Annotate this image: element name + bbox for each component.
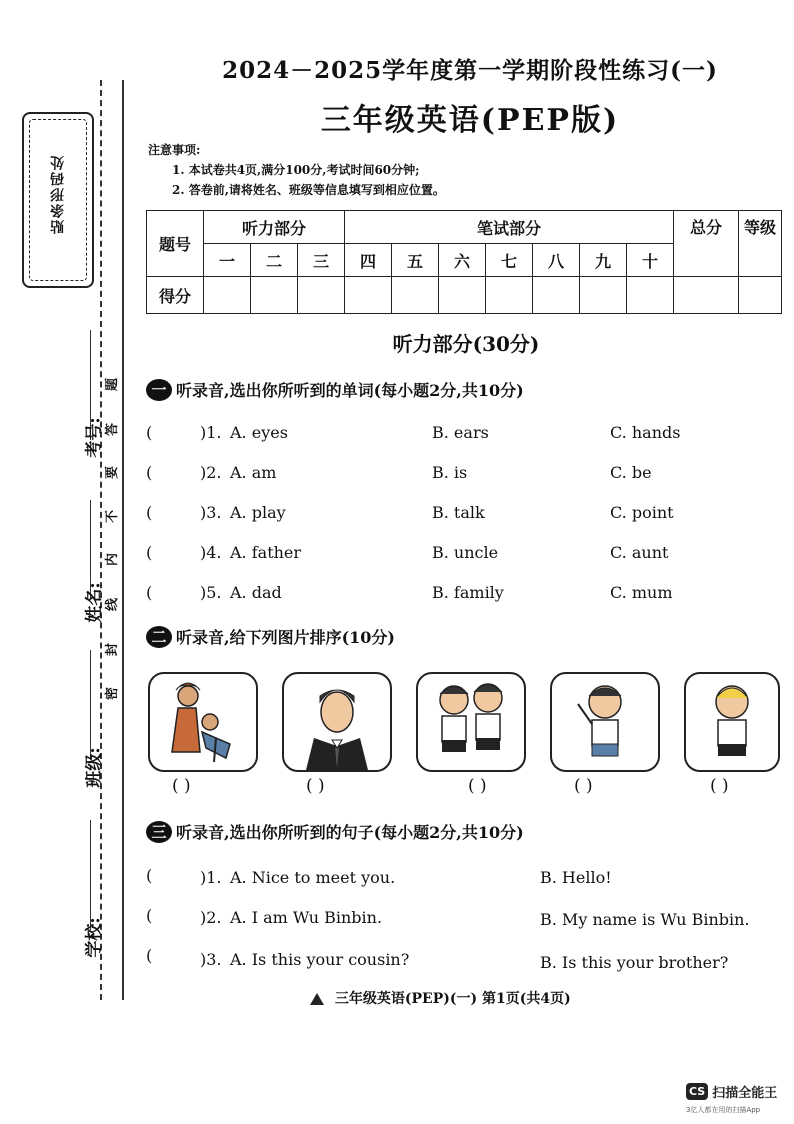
option-b: B. talk	[432, 503, 485, 522]
item-number: )4.	[200, 543, 222, 562]
col-number: 六	[439, 244, 486, 277]
q1-number: 一	[146, 379, 172, 401]
option-a: A. eyes	[230, 423, 288, 442]
score-cell[interactable]	[580, 277, 627, 314]
item-number: )1.	[200, 868, 222, 887]
answer-blank[interactable]: (	[146, 866, 153, 885]
q2-number: 二	[146, 626, 172, 648]
paste-label: 贴条形码处	[50, 154, 66, 234]
footer-text: 三年级英语(PEP)(一) 第1页(共4页)	[334, 991, 571, 1007]
option-c: C. mum	[610, 583, 673, 602]
order-blank[interactable]: ( )	[306, 776, 325, 796]
answer-blank[interactable]: (	[146, 423, 153, 442]
class-label[interactable]: 班级:	[84, 747, 105, 788]
seal-char: 题	[105, 377, 121, 392]
option-b: B. ears	[432, 423, 489, 442]
seal-solid-line	[122, 80, 124, 1000]
option-b: B. family	[432, 583, 504, 602]
answer-blank[interactable]: (	[146, 583, 153, 602]
option-b: B. Is this your brother?	[540, 953, 729, 972]
picture-two-boys	[416, 672, 526, 772]
triangle-icon	[310, 993, 324, 1005]
field-line	[90, 820, 91, 930]
item-number: )2.	[200, 908, 222, 927]
score-cell[interactable]	[204, 277, 251, 314]
score-cell[interactable]	[345, 277, 392, 314]
option-c: C. point	[610, 503, 674, 522]
page-footer	[310, 988, 571, 1008]
option-a: A. Is this your cousin?	[230, 950, 410, 969]
col-number: 八	[533, 244, 580, 277]
score-cell[interactable]	[739, 277, 782, 314]
score-cell[interactable]	[533, 277, 580, 314]
option-a: A. play	[230, 503, 286, 522]
seal-char: 要	[105, 465, 121, 480]
score-cell[interactable]	[251, 277, 298, 314]
picture-man	[282, 672, 392, 772]
field-line	[90, 650, 91, 760]
listening-header: 听力部分	[204, 211, 345, 244]
col-number: 七	[486, 244, 533, 277]
total-header: 总分	[674, 211, 739, 277]
option-b: B. Hello!	[540, 868, 612, 887]
answer-blank[interactable]: (	[146, 503, 153, 522]
score-cell[interactable]	[298, 277, 345, 314]
order-blank[interactable]: ( )	[710, 776, 729, 796]
order-blank[interactable]: ( )	[468, 776, 487, 796]
note-item: 1. 本试卷共4页,满分100分,考试时间60分钟;	[172, 163, 420, 177]
option-c: C. aunt	[610, 543, 669, 562]
order-blank[interactable]: ( )	[172, 776, 191, 796]
q2-heading	[146, 625, 395, 648]
option-a: A. dad	[230, 583, 282, 602]
item-number: )3.	[200, 503, 222, 522]
q3-heading	[146, 820, 524, 843]
q1-heading	[146, 378, 524, 401]
option-c: C. be	[610, 463, 652, 482]
col-number: 三	[298, 244, 345, 277]
col-number: 五	[392, 244, 439, 277]
option-a: A. father	[230, 543, 302, 562]
option-a: A. Nice to meet you.	[230, 868, 396, 887]
answer-blank[interactable]: (	[146, 946, 153, 965]
notes-heading: 注意事项:	[148, 143, 201, 157]
picture-mother-child	[148, 672, 258, 772]
item-number: )1.	[200, 423, 222, 442]
exam-number-label[interactable]: 考号:	[84, 417, 105, 458]
seal-char: 不	[105, 509, 121, 524]
seal-char: 答	[105, 422, 121, 437]
note-item: 2. 答卷前,请将姓名、班级等信息填写到相应位置。	[172, 183, 445, 197]
answer-blank[interactable]: (	[146, 543, 153, 562]
order-blank[interactable]: ( )	[574, 776, 593, 796]
score-cell[interactable]	[627, 277, 674, 314]
q3-title: 听录音,选出你所听到的句子(每小题2分,共10分)	[176, 823, 524, 842]
grade-header: 等级	[739, 211, 782, 277]
seal-char: 密	[105, 686, 121, 701]
score-table	[146, 210, 782, 314]
answer-blank[interactable]: (	[146, 906, 153, 925]
option-a: A. am	[230, 463, 277, 482]
q1-title: 听录音,选出你所听到的单词(每小题2分,共10分)	[176, 381, 524, 400]
row-label: 题号	[147, 211, 204, 277]
score-label: 得分	[147, 277, 204, 314]
item-number: )3.	[200, 950, 222, 969]
written-header: 笔试部分	[345, 211, 674, 244]
seal-char: 封	[105, 642, 121, 657]
option-b: B. uncle	[432, 543, 499, 562]
cs-brand: 扫描全能王	[712, 1086, 778, 1101]
exam-title: 2024－2025学年度第一学期阶段性练习(一)	[222, 57, 718, 84]
col-number: 十	[627, 244, 674, 277]
q3-number: 三	[146, 821, 172, 843]
col-number: 四	[345, 244, 392, 277]
school-label[interactable]: 学校:	[84, 917, 105, 958]
option-b: B. is	[432, 463, 468, 482]
cs-tagline: 3亿人都在用的扫描App	[686, 1106, 761, 1114]
barcode-paste-area	[22, 112, 94, 288]
q2-title: 听录音,给下列图片排序(10分)	[176, 628, 395, 647]
seal-char: 线	[105, 597, 121, 612]
col-number: 二	[251, 244, 298, 277]
picture-girl	[684, 672, 780, 772]
item-number: )5.	[200, 583, 222, 602]
col-number: 九	[580, 244, 627, 277]
option-b: B. My name is Wu Binbin.	[540, 910, 750, 929]
seal-dashed-line	[100, 80, 102, 1000]
picture-waving-boy	[550, 672, 660, 772]
item-number: )2.	[200, 463, 222, 482]
score-cell[interactable]	[674, 277, 739, 314]
option-c: C. hands	[610, 423, 681, 442]
name-label[interactable]: 姓名:	[84, 582, 105, 623]
col-number: 一	[204, 244, 251, 277]
seal-char: 内	[105, 552, 121, 567]
score-cell[interactable]	[392, 277, 439, 314]
score-cell[interactable]	[439, 277, 486, 314]
cs-logo-icon: CS	[686, 1083, 708, 1100]
notes	[148, 140, 445, 200]
score-cell[interactable]	[486, 277, 533, 314]
section-title: 听力部分(30分)	[392, 332, 540, 356]
option-a: A. I am Wu Binbin.	[230, 908, 383, 927]
answer-blank[interactable]: (	[146, 463, 153, 482]
camscanner-watermark	[686, 1082, 777, 1115]
exam-subtitle: 三年级英语(PEP版)	[320, 103, 620, 138]
